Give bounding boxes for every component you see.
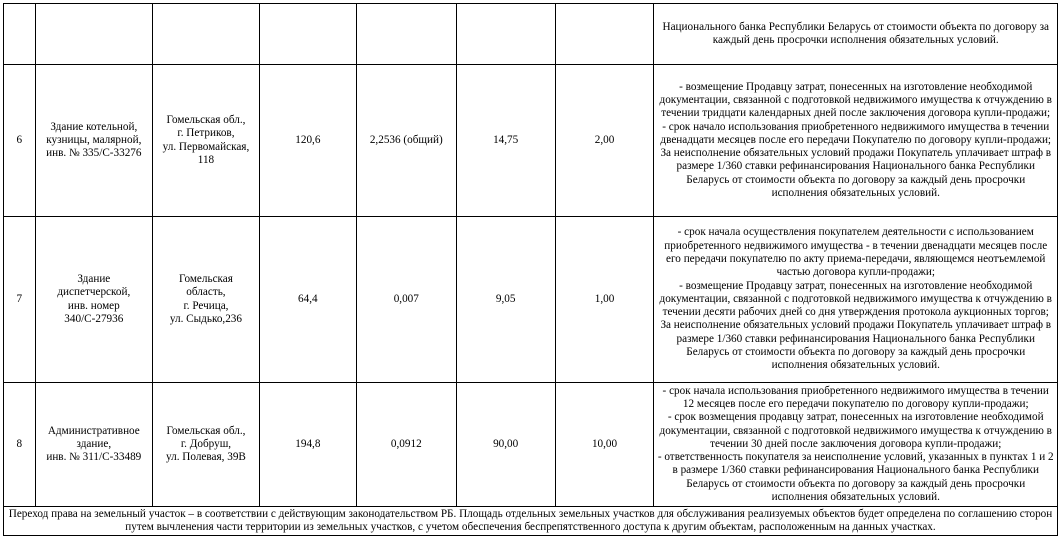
condition-text: - срок начала использования приобретенного недвижимого имущества в течении 12 месяцев после его передачи покупателю по договору купли-продажи;: [662, 384, 1049, 410]
row-number: 7: [4, 217, 36, 383]
condition-text: - возмещение Продавцу затрат, понесенных на изготовление необходимой документации, связанной с подготовкой недвижимого имущества к отчуждению в течении десяти рабочих дней со дня утверждения протокола аукционных торгов;: [659, 279, 1052, 319]
conditions-cell: [654, 217, 1058, 383]
address-cell: [153, 383, 260, 507]
address-line: ул. Полевая, 39В: [166, 451, 246, 464]
building-area: 194,8: [259, 383, 356, 507]
condition-text: За неисполнение обязательных условий продажи Покупатель уплачивает штраф в размере 1/360 ставки рефинансирования Национального банка Республики Беларусь от стоимости объекта по договору за каждый день просрочки исполнения обязательных условий.: [660, 319, 1052, 372]
address-line: г. Петриков,: [177, 127, 235, 140]
footer-note: Переход права на земельный участок – в соответствии с действующим законодательством РБ. Площадь отдельных земельных участков для обслуживания реализуемых объектов будет определена по соглашению сторон путем вычленения части территории из земельных участков, с учетом обеспечения беспрепятственного доступа к другим объектам, расположенным на данных участках.: [4, 507, 1058, 536]
table-row-continuation: [4, 4, 1058, 65]
object-name-line: Здание котельной,: [50, 120, 138, 133]
conditions-cell: [654, 4, 1058, 65]
address-line: 118: [197, 153, 215, 166]
object-name-line: Административное: [47, 424, 140, 437]
object-name-line: инв. номер: [67, 299, 120, 312]
table-row: [4, 383, 1058, 507]
building-area: 120,6: [259, 65, 356, 217]
object-name-line: кузницы, малярной,: [46, 133, 142, 146]
condition-text: - ответственность покупателя за неисполнение условий, указанных в пунктах 1 и 2 в размере 1/360 ставки рефинансирования Национального банка Республики Беларусь от стоимости объекта по договору за каждый день просрочки исполнения обязательных условий.: [657, 451, 1054, 504]
condition-text: - срок начало использования приобретенного недвижимого имущества в течении двенадцати месяцев после его передачи Покупателю по договору купли-продажи;: [660, 120, 1052, 146]
object-name-line: Здание: [77, 272, 111, 285]
address-cell: [153, 65, 260, 217]
address-cell: [153, 4, 260, 65]
deposit: 1,00: [555, 217, 654, 383]
deposit-cell: [555, 4, 654, 65]
land-area: 0,007: [356, 217, 456, 383]
address-line: Гомельская обл.,: [166, 424, 246, 437]
area-cell: [259, 4, 356, 65]
price: 9,05: [456, 217, 555, 383]
property-table: [3, 3, 1058, 536]
address-line: область,: [186, 286, 226, 299]
address-line: ул. Сыдько,236: [169, 312, 242, 325]
land-area-cell: [356, 4, 456, 65]
table-row: [4, 217, 1058, 383]
address-line: Гомельская обл.,: [166, 113, 246, 126]
row-number: 6: [4, 65, 36, 217]
condition-text: Национального банка Республики Беларусь от стоимости объекта по договору за каждый день просрочки исполнения обязательных условий.: [662, 20, 1049, 46]
condition-text: - срок возмещения продавцу затрат, понесенных на изготовление необходимой документации, связанной с подготовкой недвижимого имущества к отчуждению в течении 30 дней после заключения договора купли-продажи;: [659, 411, 1052, 450]
land-area: 2,2536 (общий): [356, 65, 456, 217]
deposit: 10,00: [555, 383, 654, 507]
object-name-line: инв. № 335/С-33276: [46, 147, 142, 160]
object-name-cell: [35, 65, 153, 217]
conditions-cell: [654, 65, 1058, 217]
object-name-line: 340/С-27936: [64, 312, 124, 325]
footer-row: [4, 507, 1058, 536]
object-name-line: диспетчерской,: [57, 286, 131, 299]
address-line: ул. Первомайская,: [162, 140, 250, 153]
row-number: 8: [4, 383, 36, 507]
object-name-line: инв. № 311/С-33489: [46, 451, 142, 464]
address-line: Гомельская: [178, 272, 233, 285]
conditions-cell: [654, 383, 1058, 507]
table-row: [4, 65, 1058, 217]
condition-text: - срок начала осуществления покупателем деятельности с использованием приобретенного недвижимого имущества - в течении двенадцати месяцев после его передачи покупателю по акту приема-передачи, являющемся неотъемлемой частью договора купли-продажи;: [664, 226, 1048, 279]
deposit: 2,00: [555, 65, 654, 217]
price: 14,75: [456, 65, 555, 217]
price: 90,00: [456, 383, 555, 507]
price-cell: [456, 4, 555, 65]
land-area: 0,0912: [356, 383, 456, 507]
condition-text: - возмещение Продавцу затрат, понесенных на изготовление необходимой документации, связанной с подготовкой недвижимого имущества к отчуждению в течении тридцати календарных дней после заключения договора купли-продажи;: [659, 80, 1052, 120]
address-line: г. Добруш,: [180, 437, 232, 450]
address-cell: [153, 217, 260, 383]
address-line: г. Речица,: [183, 299, 229, 312]
object-name-cell: [35, 217, 153, 383]
num-cell: [4, 4, 36, 65]
object-name-line: здание,: [76, 437, 112, 450]
name-cell: [35, 4, 153, 65]
condition-text: За неисполнение обязательных условий продажи Покупатель уплачивает штраф в размере 1/360 ставки рефинансирования Национального банка Республики Беларусь от стоимости объекта по договору за каждый день просрочки исполнения обязательных условий.: [660, 147, 1052, 200]
building-area: 64,4: [259, 217, 356, 383]
object-name-cell: [35, 383, 153, 507]
